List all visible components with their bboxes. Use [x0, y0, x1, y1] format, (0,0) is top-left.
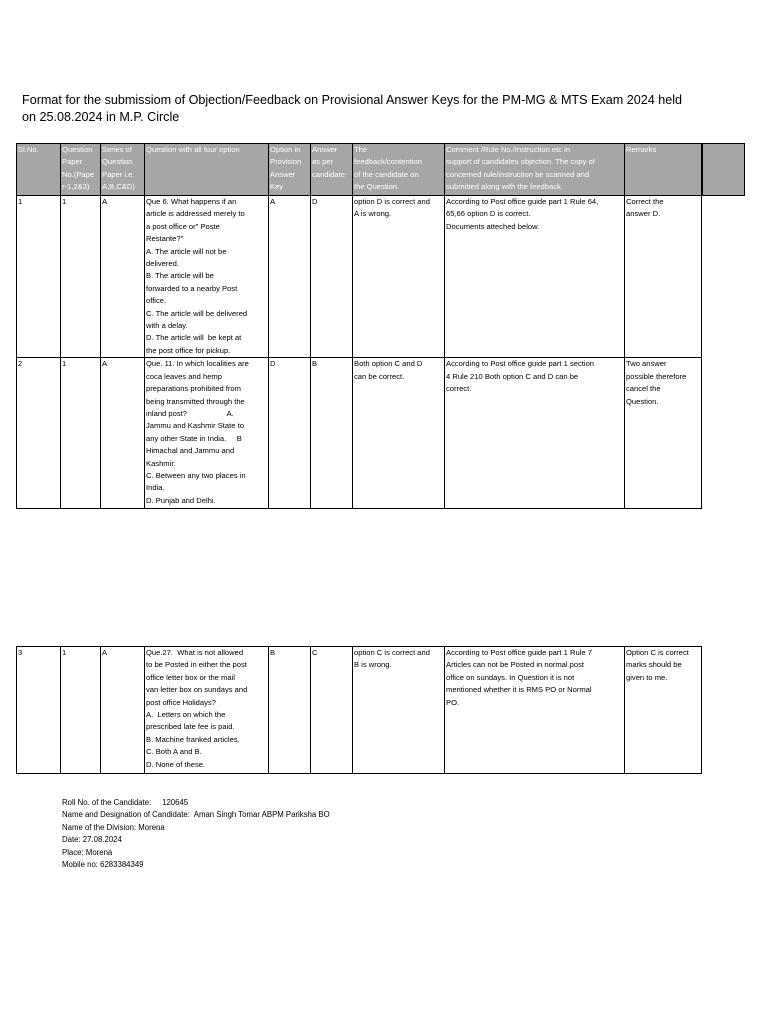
- header-candidate-answer: Answer as per candidate: [311, 144, 353, 196]
- cell-paper: 1: [61, 647, 101, 774]
- cell-remarks: Option C is correct marks should be given to me.: [625, 647, 702, 774]
- candidate-date: Date: 27.08.2024: [62, 835, 122, 845]
- header-remarks: Remarks: [625, 144, 702, 196]
- candidate-mobile: Mobile no: 6283384349: [62, 860, 144, 870]
- cell-series: A: [101, 196, 145, 358]
- cell-series: A: [101, 647, 145, 774]
- cell-sl: 3: [17, 647, 61, 774]
- cell-candidate-answer: C: [311, 647, 353, 774]
- candidate-details: [62, 797, 330, 871]
- header-provisional-key: Option in Provision Answer Key: [269, 144, 311, 196]
- header-row: [17, 144, 745, 196]
- candidate-division: Name of the Division: Morena: [62, 822, 165, 832]
- candidate-place: Place: Morena: [62, 847, 113, 857]
- cell-question: Que 6. What happens if an article is addressed merely to a post office or" Poste Restante?" A. The article will not be delivered. B. The article will be forwarded to a nearby Post office. C. The article will be delivered with a delay. D. The article will be kept at the post office for pickup.: [145, 196, 269, 358]
- cell-blank: [702, 358, 745, 509]
- objection-table-continued: [16, 646, 702, 774]
- header-question-paper: Question Paper No.(Pape r-1,2&3): [61, 144, 101, 196]
- header-question: Question with all four option: [145, 144, 269, 196]
- table-row: [17, 647, 702, 774]
- cell-comment: According to Post office guide part 1 Rule 7 Articles can not be Posted in normal post office on sundays. In Question it is not mentioned whether it is RMS PO or Normal PO.: [445, 647, 625, 774]
- cell-feedback: Both option C and D can be correct.: [353, 358, 445, 509]
- cell-remarks: Two answer possible therefore cancel the Question.: [625, 358, 702, 509]
- cell-feedback: option D is correct and A is wrong.: [353, 196, 445, 358]
- cell-sl: 2: [17, 358, 61, 509]
- cell-key: D: [269, 358, 311, 509]
- cell-comment: According to Post office guide part 1 Rule 64, 65,66 option D is correct. Documents atteched below.: [445, 196, 625, 358]
- cell-question: Que.27. What is not allowed to be Posted in either the post office letter box or the mail van letter box on sundays and post office Holidays? A. Letters on which the prescribed late fee is paid. B. Machine franked articles. C. Both A and B. D. None of these.: [145, 647, 269, 774]
- cell-remarks: Correct the answer D.: [625, 196, 702, 358]
- table-row: [17, 196, 745, 358]
- cell-blank: [702, 196, 745, 358]
- cell-comment: According to Post office guide part 1 section 4 Rule 210 Both option C and D can be correct.: [445, 358, 625, 509]
- title-line-1: Format for the submissiom of Objection/Feedback on Provisional Answer Keys for the PM-MG & MTS Exam 2024 held: [22, 93, 683, 107]
- cell-series: A: [101, 358, 145, 509]
- cell-candidate-answer: D: [311, 196, 353, 358]
- header-feedback: The feedback/contention of the candidate on the Question: [353, 144, 445, 196]
- header-sl-no: Sl.No.: [17, 144, 61, 196]
- header-series: Series of Question Paper i.e. A,B,C&D): [101, 144, 145, 196]
- candidate-name-designation: Name and Designation of Candidate: Aman Singh Tomar ABPM Pariksha BO: [62, 810, 330, 820]
- cell-sl: 1: [17, 196, 61, 358]
- title-line-2: on 25.08.2024 in M.P. Circle: [22, 110, 180, 124]
- candidate-roll-no: Roll No. of the Candidate: 120645: [62, 798, 189, 807]
- document-title: [22, 92, 722, 126]
- cell-key: B: [269, 647, 311, 774]
- header-comment: Comment /Rule No./Instruction etc in support of candidates objection. The copy of concerned rule/instruction be scanned and submitted along with the feedback.: [445, 144, 625, 196]
- cell-feedback: option C is correct and B is wrong.: [353, 647, 445, 774]
- cell-paper: 1: [61, 196, 101, 358]
- cell-paper: 1: [61, 358, 101, 509]
- cell-question: Que. 11. In which localities are coca leaves and hemp preparations prohibited from being transmitted through the inland post? A. Jammu and Kashmir State to any other State in India. B Himachal and Jammu and Kashmir. C. Between any two places in India. D. Punjab and Delhi.: [145, 358, 269, 509]
- cell-candidate-answer: B: [311, 358, 353, 509]
- table-row: [17, 358, 745, 509]
- objection-table: [16, 143, 745, 509]
- header-blank: [702, 144, 745, 196]
- cell-key: A: [269, 196, 311, 358]
